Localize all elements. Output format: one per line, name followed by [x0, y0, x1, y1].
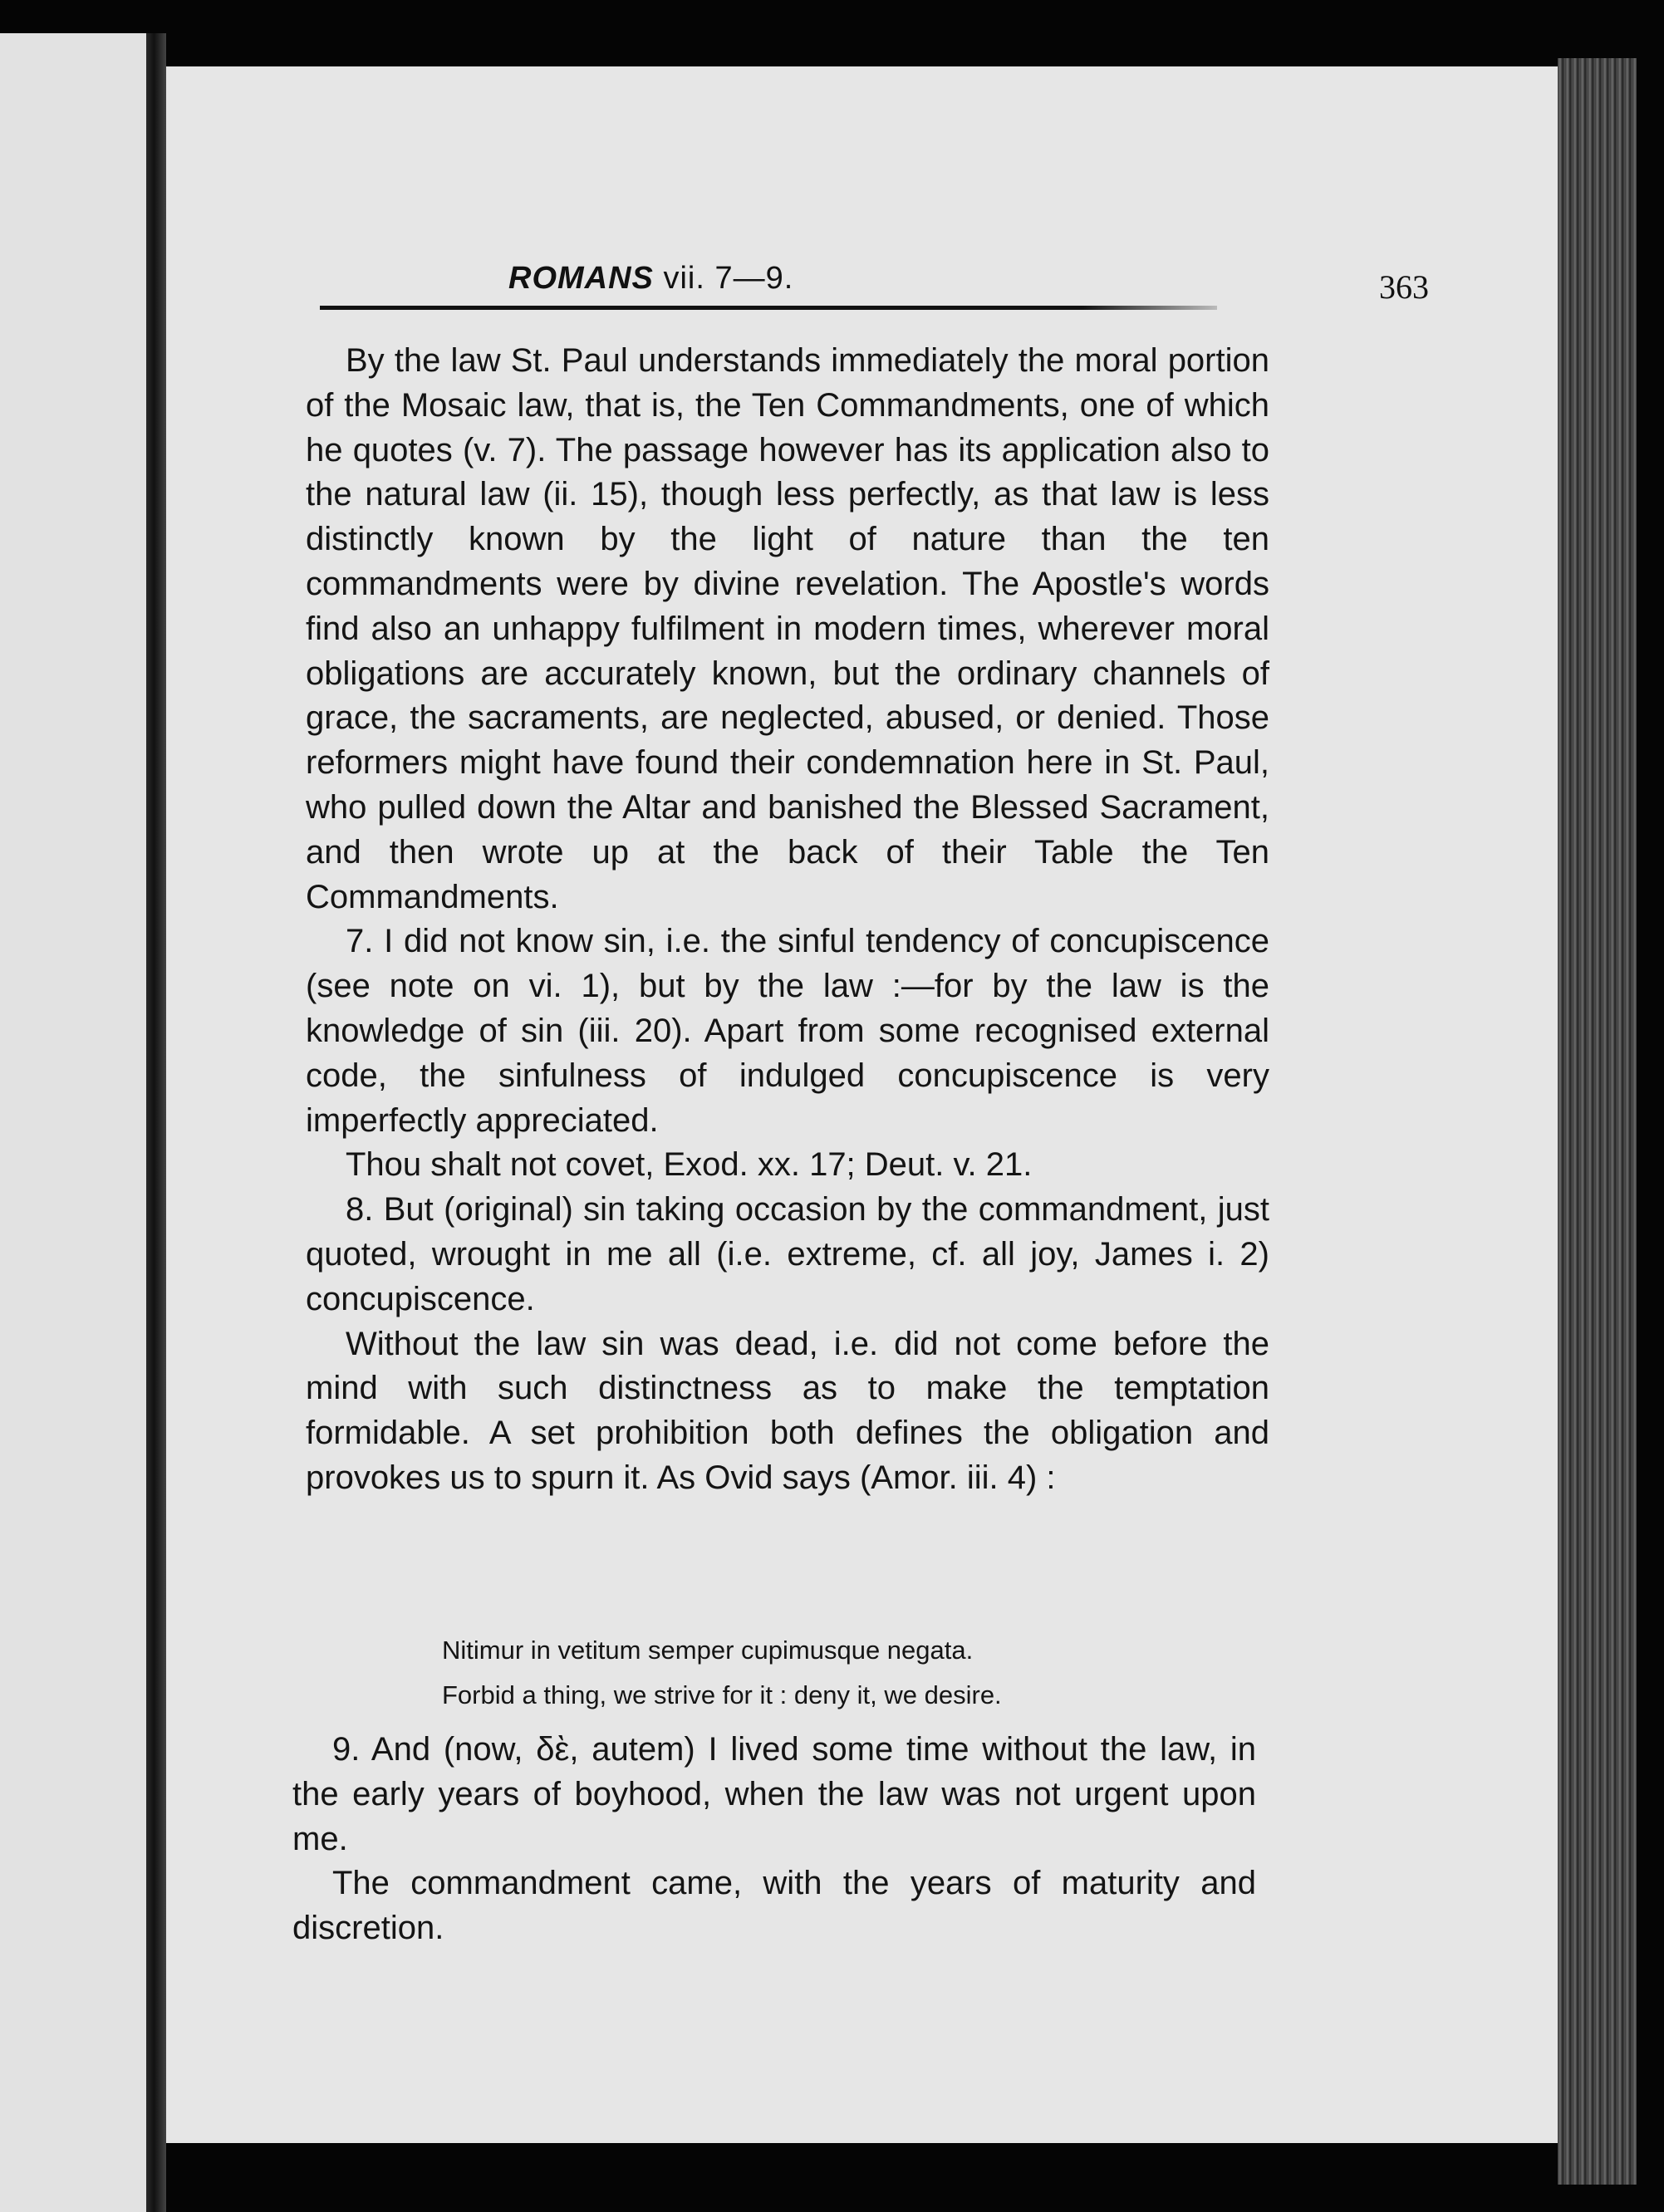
book-gutter — [146, 33, 166, 2212]
commentary-text-continued — [292, 1728, 1256, 1951]
page-number: 363 — [1379, 268, 1429, 306]
running-head — [508, 261, 793, 297]
english-translation: Forbid a thing, we strive for it : deny it, we desire. — [442, 1680, 1002, 1709]
chapter-reference: vii. 7—9. — [653, 261, 794, 296]
paragraph: 8. But (original) sin taking occasion by the commandment, just quoted, wrought in me all (i.e. extreme, cf. all joy, James i. 2) concupiscence. — [306, 1191, 1269, 1317]
page-header — [148, 184, 1429, 306]
header-rule — [320, 306, 1217, 310]
paragraph: By the law St. Paul understands immediately the moral portion of the Mosaic law, that is, the Ten Commandments, one of which he quotes (v. 7). The passage however has its application also to the natural law (ii. 15), though less perfectly, as that law is less distinctly known by the light of nature than the ten commandments were by divine revelation. The Apostle's words find also an unhappy fulfilment in modern times, wherever moral obligations are accurately known, but the ordinary channels of grace, the sacraments, are neglected, abused, or denied. Those reformers might have found their condemnation here in St. Paul, who pulled down the Altar and banished the Blessed Sacrament, and then wrote up at the back of their Table the Ten Commandments. — [306, 342, 1269, 915]
running-title: ROMANS — [508, 261, 654, 296]
ovid-quotation — [442, 1628, 1239, 1718]
paragraph: Thou shalt not covet, Exod. xx. 17; Deut. v. 21. — [346, 1146, 1033, 1184]
facing-page-edge — [0, 33, 148, 2212]
paragraph: The commandment came, with the years of maturity and discretion. — [292, 1865, 1256, 1947]
paragraph: Without the law sin was dead, i.e. did not come before the mind with such distinctness as to make the temptation formidable. A set prohibition both defines the obligation and provokes us to spurn it. As Ovid says (Amor. iii. 4) : — [306, 1325, 1269, 1496]
page-stack-edge — [1558, 58, 1637, 2185]
latin-verse: Nitimur in vetitum semper cupimusque negata. — [442, 1636, 974, 1665]
paragraph: 9. And (now, δὲ, autem) I lived some time without the law, in the early years of boyhood, when the law was not urgent upon me. — [292, 1731, 1256, 1857]
commentary-text — [306, 339, 1269, 1501]
paragraph: 7. I did not know sin, i.e. the sinful tendency of concupiscence (see note on vi. 1), but by the law :—for by the law is the knowledge of sin (iii. 20). Apart from some recognised external code, the sinfulness of indulged concupiscence is very imperfectly appreciated. — [306, 923, 1269, 1139]
